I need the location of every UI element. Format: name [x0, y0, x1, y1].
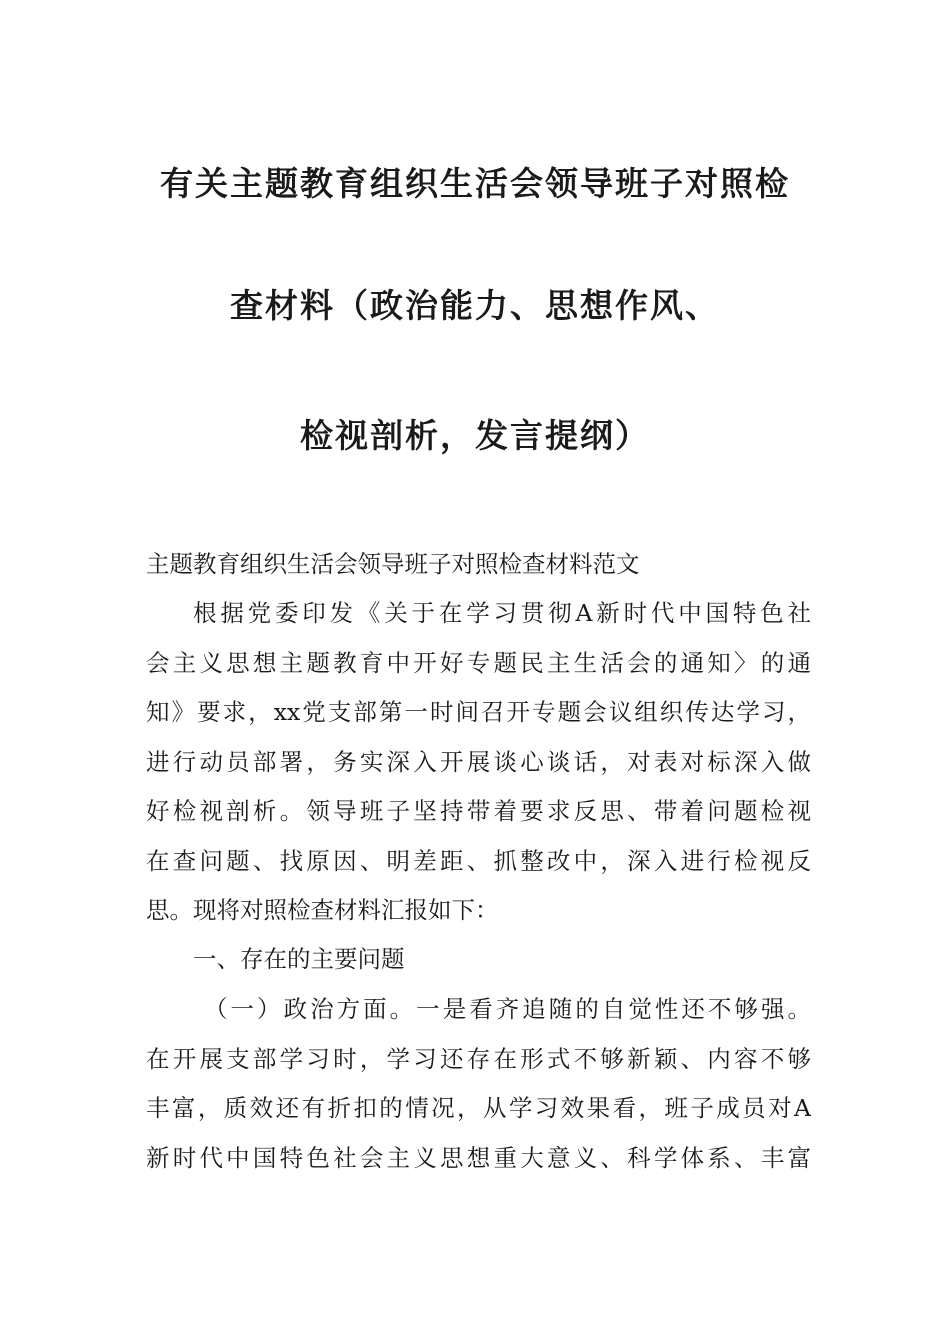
political-aspect-line: 在开展支部学习时，学习还存在形式不够新颖、内容不够 — [146, 1044, 811, 1073]
intro-paragraph — [146, 589, 811, 936]
title-line-1: 有关主题教育组织生活会领导班子对照检 — [160, 164, 790, 203]
intro-paragraph-line: 好检视剖析。领导班子坚持带着要求反思、带着问题检视 — [146, 797, 811, 825]
document-subtitle — [146, 540, 811, 590]
political-aspect-paragraph — [146, 985, 811, 1183]
title-line-2: 查材料（政治能力、思想作风、 — [230, 286, 720, 325]
intro-paragraph-line: 进行动员部署，务实深入开展谈心谈话，对表对标深入做 — [146, 747, 811, 776]
section-1-heading-text: 一、存在的主要问题 — [193, 945, 405, 973]
intro-paragraph-line: 会主义思想主题教育中开好专题民主生活会的通知〉的通 — [146, 648, 811, 677]
intro-paragraph-line: 思。现将对照检查材料汇报如下： — [146, 896, 499, 924]
political-aspect-line: 新时代中国特色社会主义思想重大意义、科学体系、丰富 — [146, 1143, 811, 1172]
intro-paragraph-line: 在查问题、找原因、明差距、抓整改中，深入进行检视反 — [146, 846, 811, 875]
subtitle-text: 主题教育组织生活会领导班子对照检查材料范文 — [146, 550, 640, 578]
intro-paragraph-line: 根据党委印发《关于在学习贯彻A新时代中国特色社 — [193, 599, 811, 627]
political-aspect-line: 丰富，质效还有折扣的情况，从学习效果看，班子成员对A — [146, 1094, 811, 1122]
political-aspect-line: （一）政治方面。一是看齐追随的自觉性还不够强。 — [204, 995, 811, 1023]
intro-paragraph-line: 知》要求，xx党支部第一时间召开专题会议组织传达学习， — [146, 698, 811, 726]
section-1-heading — [146, 935, 811, 985]
title-line-3: 检视剖析，发言提纲） — [300, 416, 650, 455]
